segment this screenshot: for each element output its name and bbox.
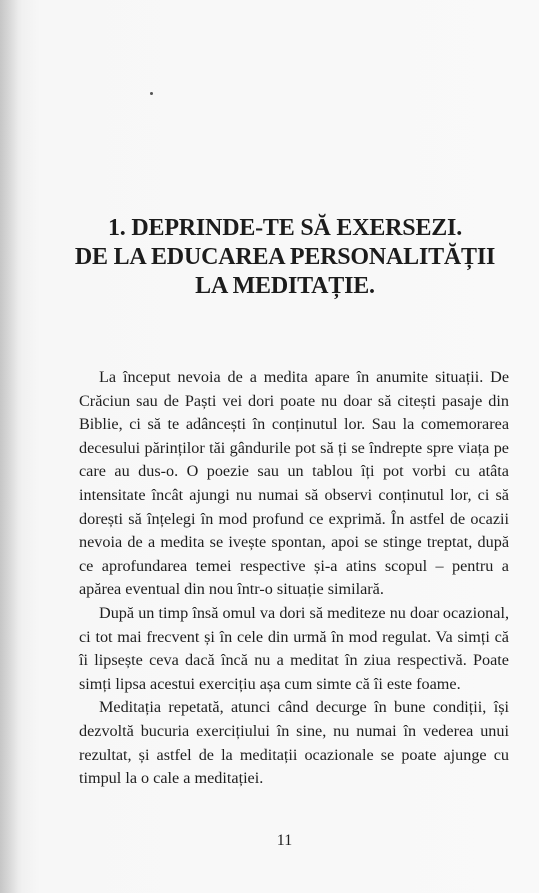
paragraph-1: La început nevoia de a medita apare în anumite situații. De Crăciun sau de Paști vei dori poate nu doar să citești pasaje din Biblie, ci să te adâncești în conținutul lor. Sau la comemorarea decesului părinților tăi gândurile pot să ți se îndrepte spre viața pe care au dus-o. O poezie sau un tablou îți pot vorbi cu atâta intensitate încât ajungi nu numai să observi conținutul lor, ci să dorești să înțelegi în mod profund ce exprimă. În astfel de ocazii nevoia de a medita se ivește spontan, apoi se stinge treptat, după ce aprofundarea temei respective și-a atins scopul – pentru a apărea eventual din nou într-o situație similară. <box>79 368 509 599</box>
print-speck <box>150 92 153 95</box>
paragraph-3: Meditația repetată, atunci când decurge în bune condiții, își dezvoltă bucuria exercițiului în sine, nu numai în vederea unui rezultat, și astfel de la meditații ocazionale se poate ajunge cu timpul la o cale a meditației. <box>79 698 509 788</box>
chapter-title-line-2: DE LA EDUCAREA PERSONALITĂȚII <box>74 244 496 270</box>
page-number: 11 <box>276 832 293 849</box>
chapter-title <box>40 214 530 301</box>
paragraph-2: După un timp însă omul va dori să mediteze nu doar ocazional, ci tot mai frecvent și în cele din urmă în mod regulat. Va simți că îi lipsește ceva dacă încă nu a meditat în ziua respectivă. Poate simți lipsa acestui exercițiu așa cum simte că îi este foame. <box>79 603 509 693</box>
body-text <box>79 366 509 791</box>
spine-shadow <box>0 0 22 893</box>
chapter-title-line-1: 1. DEPRINDE-TE SĂ EXERSEZI. <box>107 215 462 241</box>
chapter-title-line-3: LA MEDITAȚIE. <box>195 273 375 299</box>
